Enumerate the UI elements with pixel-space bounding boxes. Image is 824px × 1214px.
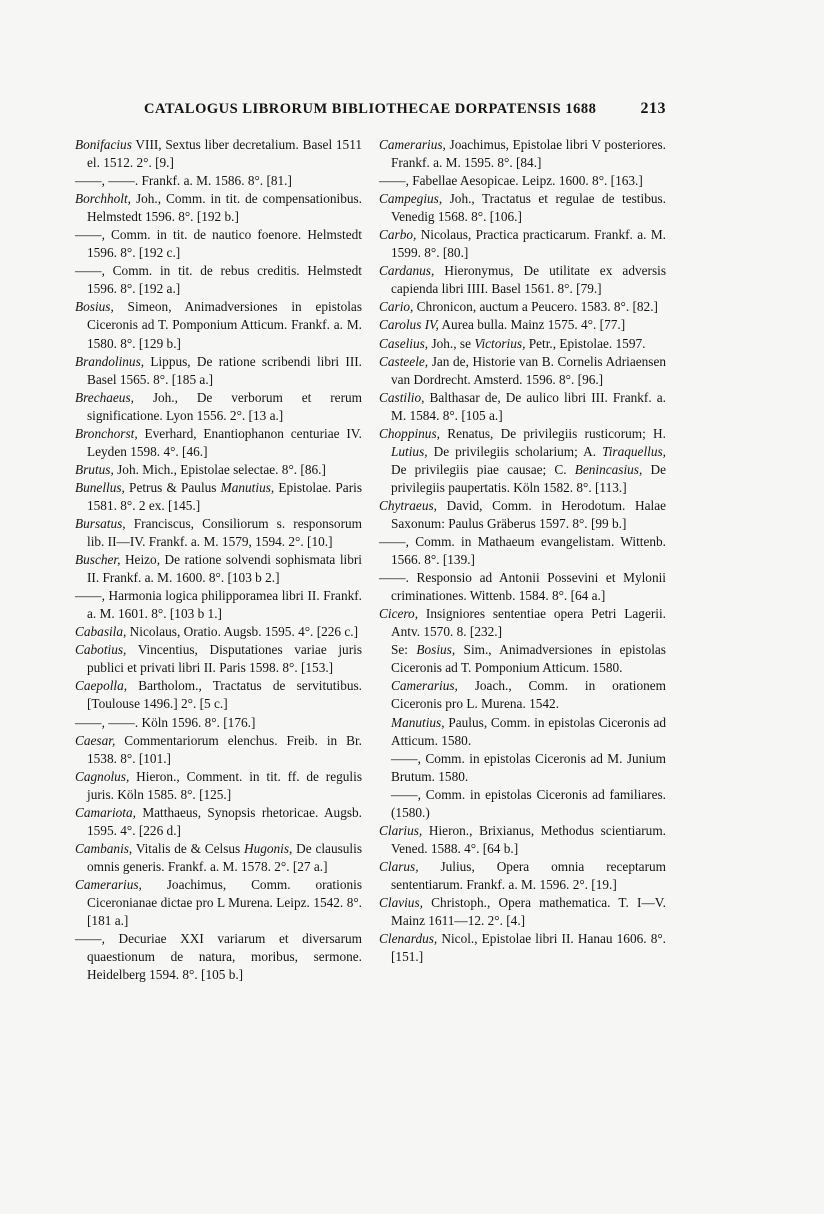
entry-text: Hieronymus, De utilitate ex adversis capienda libri IIII. Basel 1561. 8°. [79.]	[391, 263, 666, 297]
catalog-entry	[75, 714, 362, 732]
catalog-entry	[379, 533, 666, 569]
author-name: Manutius,	[220, 479, 275, 495]
catalog-entry	[379, 389, 666, 425]
author-name: Camerarius,	[391, 678, 458, 694]
entry-text: Joh., Tractatus et regulae de testibus. Venedig 1568. 8°. [106.]	[391, 191, 666, 225]
entry-text: ——, Comm. in tit. de nautico foenore. Helmstedt 1596. 8°. [192 c.]	[75, 227, 362, 261]
catalog-entry	[75, 587, 362, 623]
running-header	[144, 100, 666, 122]
entry-text: Matthaeus, Synopsis rhetoricae. Augsb. 1595. 4°. [226 d.]	[87, 804, 362, 838]
catalog-entry	[379, 353, 666, 389]
author-name: Cicero,	[379, 606, 419, 622]
catalog-entry	[379, 298, 666, 316]
entry-text: Simeon, Animadversiones in epistolas Ciceronis ad T. Pomponium Atticum. Frankf. a. M. 1580. 8°. [129 b.]	[87, 299, 362, 351]
catalog-entry	[75, 172, 362, 190]
author-name: Casteele,	[379, 353, 429, 369]
author-name: Camerarius,	[75, 876, 142, 892]
author-name: Bronchorst,	[75, 425, 138, 441]
catalog-entry	[379, 136, 666, 172]
author-name: Benincasius,	[574, 461, 643, 477]
page-title: CATALOGUS LIBRORUM BIBLIOTHECAE DORPATENSIS 1688	[144, 101, 597, 117]
author-name: Castilio,	[379, 389, 425, 405]
catalog-entry	[379, 894, 666, 930]
catalog-entry	[75, 226, 362, 262]
entry-text: VIII, Sextus liber decretalium. Basel 1511 el. 1512. 2°. [9.]	[87, 137, 362, 171]
entry-text: De privilegiis piae causae; C.	[391, 461, 575, 477]
catalog-entry	[379, 858, 666, 894]
entry-text: ——, Comm. in Mathaeum evangelistam. Wittenb. 1566. 8°. [139.]	[379, 534, 666, 568]
author-name: Carbo,	[379, 227, 417, 243]
entry-text: Aurea bulla. Mainz 1575. 4°. [77.]	[438, 317, 626, 333]
entry-text: De privilegiis scholarium; A.	[427, 443, 603, 459]
author-name: Cagnolus,	[75, 768, 130, 784]
catalog-entry	[379, 605, 666, 641]
catalog-entry	[379, 262, 666, 298]
author-name: Bursatus,	[75, 515, 126, 531]
catalog-entry	[379, 316, 666, 334]
entry-text: ——, Comm. in tit. de rebus creditis. Helmstedt 1596. 8°. [192 a.]	[75, 263, 362, 297]
catalog-entry	[379, 172, 666, 190]
catalog-entry	[75, 136, 362, 172]
author-name: Buscher,	[75, 552, 121, 568]
author-name: Brandolinus,	[75, 353, 145, 369]
catalog-entry	[379, 497, 666, 533]
entry-text: ——, Harmonia logica philipporamea libri II. Frankf. a. M. 1601. 8°. [103 b 1.]	[75, 588, 362, 622]
entry-text: ——. Responsio ad Antonii Possevini et Mylonii criminationes. Wittenb. 1584. 8°. [64 a.]	[379, 570, 666, 604]
author-name: Cardanus,	[379, 263, 435, 279]
entry-text: Renatus, De privilegiis rusticorum; H.	[439, 425, 666, 441]
entry-text: Hieron., Brixianus, Methodus scientiarum. Vened. 1588. 4°. [64 b.]	[391, 822, 666, 856]
entry-text: De clausulis omnis generis. Frankf. a. M. 1578. 2°. [27 a.]	[87, 840, 362, 874]
catalog-entry	[379, 335, 666, 353]
catalog-entry	[75, 732, 362, 768]
author-name: Clenardus,	[379, 931, 438, 947]
catalog-entry	[75, 425, 362, 461]
entry-text: Petr., Epistolae. 1597.	[525, 335, 646, 351]
left-column	[75, 136, 362, 984]
entry-text: Joh. Mich., Epistolae selectae. 8°. [86.]	[113, 461, 326, 477]
entry-text: David, Comm. in Herodotum. Halae Saxonum: Paulus Gräberus 1597. 8°. [99 b.]	[391, 497, 666, 531]
entry-text: Joachimus, Epistolae libri V posteriores. Frankf. a. M. 1595. 8°. [84.]	[391, 137, 666, 171]
catalog-entry	[379, 190, 666, 226]
entry-text: Everhard, Enantiophanon centuriae IV. Leyden 1598. 4°. [46.]	[87, 425, 362, 459]
entry-text: Bartholom., Tractatus de servitutibus. [Toulouse 1496.] 2°. [5 c.]	[87, 678, 362, 712]
author-name: Bosius,	[75, 299, 114, 315]
author-name: Victorius,	[474, 335, 526, 351]
entry-text: Commentariorum elenchus. Freib. in Br. 1538. 8°. [101.]	[87, 732, 362, 766]
entry-text: Heizo, De ratione solvendi sophismata libri II. Frankf. a. M. 1600. 8°. [103 b 2.]	[87, 552, 362, 586]
catalog-entry	[379, 641, 666, 677]
entry-text: Sim., Animadversiones in epistolas Ciceronis ad T. Pomponium Atticum. 1580.	[391, 642, 666, 676]
author-name: Tiraquellus,	[602, 443, 666, 459]
catalog-entry	[379, 714, 666, 750]
entry-text: Nicol., Epistolae libri II. Hanau 1606. 8°. [151.]	[391, 931, 666, 965]
catalog-entry	[379, 226, 666, 262]
entry-text: Balthasar de, De aulico libri III. Frankf. a. M. 1584. 8°. [105 a.]	[391, 389, 666, 423]
entry-text: Joh., De verborum et rerum significatione. Lyon 1556. 2°. [13 a.]	[87, 389, 362, 423]
catalog-entry	[75, 804, 362, 840]
entry-text: ——, Decuriae XXI variarum et diversarum quaestionum de natura, moribus, sermone. Heidelberg 1594. 8°. [105 b.]	[75, 931, 362, 983]
author-name: Lutius,	[391, 443, 428, 459]
catalog-entry	[75, 623, 362, 641]
author-name: Clavius,	[379, 894, 423, 910]
entry-text: Vincentius, Disputationes variae juris publici et privati libri II. Paris 1598. 8°. [153.]	[87, 642, 362, 676]
author-name: Caselius,	[379, 335, 429, 351]
catalog-entry	[75, 389, 362, 425]
catalog-entry	[75, 768, 362, 804]
catalog-entry	[75, 876, 362, 930]
entry-text: De privilegiis paupertatis. Köln 1582. 8°. [113.]	[391, 461, 666, 495]
entry-text: Christoph., Opera mathematica. T. I—V. Mainz 1611—12. 2°. [4.]	[391, 894, 666, 929]
entry-text: Chronicon, auctum a Peucero. 1583. 8°. [82.]	[413, 299, 658, 315]
entry-text: Hieron., Comment. in tit. ff. de regulis juris. Köln 1585. 8°. [125.]	[87, 768, 362, 802]
author-name: Camariota,	[75, 804, 136, 820]
entry-text: Se:	[391, 642, 417, 658]
author-name: Caesar,	[75, 732, 116, 748]
author-name: Bonifacius	[75, 137, 132, 152]
entry-text: ——, Comm. in epistolas Ciceronis ad familiares. (1580.)	[391, 786, 666, 820]
page-number: 213	[640, 100, 666, 117]
entry-text: Paulus, Comm. in epistolas Ciceronis ad Atticum. 1580.	[391, 714, 666, 748]
author-name: Caepolla,	[75, 678, 128, 694]
author-name: Campegius,	[379, 191, 443, 207]
author-name: Borchholt,	[75, 191, 132, 207]
author-name: Bunellus,	[75, 479, 125, 495]
author-name: Bosius,	[416, 642, 456, 658]
author-name: Choppinus,	[379, 425, 440, 441]
author-name: Hugonis,	[243, 840, 293, 856]
author-name: Cabasila,	[75, 624, 127, 640]
catalog-entry	[75, 551, 362, 587]
entry-text: ——, Comm. in epistolas Ciceronis ad M. Junium Brutum. 1580.	[391, 750, 666, 784]
author-name: Cabotius,	[75, 642, 127, 658]
entry-text: Joh., Comm. in tit. de compensationibus. Helmstedt 1596. 8°. [192 b.]	[87, 191, 362, 225]
catalog-entry	[379, 677, 666, 713]
catalog-entry	[75, 353, 362, 389]
catalog-entry	[379, 930, 666, 966]
entry-text: ——, ——. Köln 1596. 8°. [176.]	[75, 714, 256, 730]
entry-text: Vitalis de & Celsus	[132, 840, 244, 856]
author-name: Clarus,	[379, 858, 419, 874]
entry-text: Franciscus, Consiliorum s. responsorum lib. II—IV. Frankf. a. M. 1579, 1594. 2°. [10.]	[87, 515, 362, 550]
catalog-entry	[379, 750, 666, 786]
entry-text: Insigniores sententiae opera Petri Lagerii. Antv. 1570. 8. [232.]	[391, 606, 666, 640]
catalog-entry	[379, 425, 666, 497]
entry-text: ——, ——. Frankf. a. M. 1586. 8°. [81.]	[75, 173, 292, 189]
catalog-entry	[75, 479, 362, 515]
catalog-entry	[75, 298, 362, 352]
author-name: Camerarius,	[379, 137, 446, 152]
entry-text: Julius, Opera omnia receptarum sententiarum. Frankf. a. M. 1596. 2°. [19.]	[391, 858, 666, 892]
entry-text: Epistolae. Paris 1581. 8°. 2 ex. [145.]	[87, 479, 362, 513]
entry-text: Joh., se	[428, 335, 475, 351]
entry-text: Lippus, De ratione scribendi libri III. Basel 1565. 8°. [185 a.]	[87, 353, 362, 387]
catalog-entry	[75, 641, 362, 677]
catalog-entry	[75, 840, 362, 876]
catalog-entry	[75, 677, 362, 713]
catalog-entry	[75, 930, 362, 984]
catalog-entry	[75, 190, 362, 226]
entry-text: Joach., Comm. in orationem Ciceronis pro L. Murena. 1542.	[391, 678, 666, 712]
catalog-entry	[75, 461, 362, 479]
catalog-entry	[379, 569, 666, 605]
author-name: Cambanis,	[75, 840, 133, 856]
author-name: Brutus,	[75, 461, 114, 477]
entry-text: Nicolaus, Oratio. Augsb. 1595. 4°. [226 c.]	[126, 624, 359, 640]
catalog-entry	[75, 515, 362, 551]
entry-text: Joachimus, Comm. orationis Ciceronianae dictae pro L Murena. Leipz. 1542. 8°. [181 a.]	[87, 876, 362, 929]
catalog-entry	[379, 786, 666, 822]
entry-text: Jan de, Historie van B. Cornelis Adriaensen van Dordrecht. Amsterd. 1596. 8°. [96.]	[391, 353, 666, 387]
catalog-entry	[75, 262, 362, 298]
author-name: Carolus IV,	[379, 317, 439, 333]
author-name: Cario,	[379, 299, 414, 315]
author-name: Chytraeus,	[379, 497, 437, 513]
entry-text: Petrus & Paulus	[124, 479, 221, 495]
entry-text: Nicolaus, Practica practicarum. Frankf. a. M. 1599. 8°. [80.]	[391, 227, 666, 261]
author-name: Brechaeus,	[75, 389, 134, 405]
author-name: Clarius,	[379, 822, 423, 838]
author-name: Manutius,	[391, 714, 445, 730]
entry-text: ——, Fabellae Aesopicae. Leipz. 1600. 8°. [163.]	[379, 173, 643, 189]
right-column	[379, 136, 666, 966]
catalog-entry	[379, 822, 666, 858]
